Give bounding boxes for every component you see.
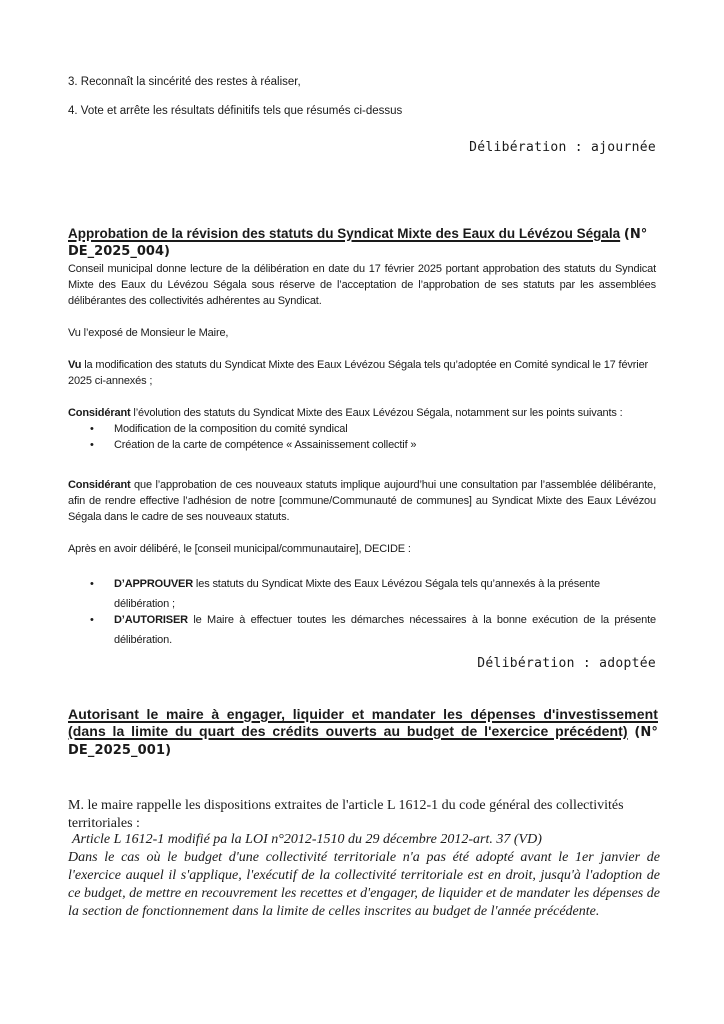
article-text: Dans le cas où le budget d'une collectivité territoriale n'a pas été adopté avant le 1er janvier de l'exercice auquel il s'applique, l'exécutif de la collectivité territoriale est en droit, jusqu'à l'adoption de ce budget, de mettre en recouvrement les recettes et d'engager, de liquider et de mandater les dépenses de la section de fonctionnement dans la limite de celles inscrites au budget de l'année précédente. [68,850,660,919]
considerant-2 [68,477,656,525]
considerant-2-label: Considérant [68,479,131,491]
considerant-bullets [90,421,416,453]
section-1-title: Approbation de la révision des statuts du Syndicat Mixte des Eaux du Lévézou Ségala [68,226,621,241]
considerant-1 [68,405,656,421]
decision-2-label: D’AUTORISER [114,614,188,626]
section-1-heading [68,226,658,260]
item-3: 3. Reconnaît la sincérité des restes à réaliser, [68,76,301,88]
decision-2-text: le Maire à effectuer toutes les démarches nécessaires à la bonne exécution de la présente délibération. [114,614,656,646]
vu-paragraph [68,357,656,389]
article-intro: M. le maire rappelle les dispositions extraites de l'article L 1612-1 du code général des collectivités territoriales : [68,798,624,831]
status-adoptee: Délibération : adoptée [477,656,656,671]
decision-1-label: D’APPROUVER [114,578,194,590]
article-reference: Article L 1612-1 modifié pa la LOI n°2012-1510 du 29 décembre 2012-art. 37 (VD) [72,832,542,847]
considerant-1-label: Considérant [68,407,131,419]
list-item: • Création de la carte de compétence « Assainissement collectif » [90,437,416,453]
item-4: 4. Vote et arrête les résultats définitifs tels que résumés ci-dessus [68,105,403,117]
decision-1-text: les statuts du Syndicat Mixte des Eaux Lévézou Ségala tels qu’annexés à la présente délibération ; [114,578,600,610]
vu-text: la modification des statuts du Syndicat Mixte des Eaux Lévézou Ségala tels qu’adoptée en Comité syndical le 17 février 2025 ci-annexés ; [68,359,649,387]
section-2-title: Autorisant le maire à engager, liquider et mandater les dépenses d'investissement (dans la limite du quart des crédits ouverts au budget de l'exercice précédent) [68,706,658,739]
apres-deliberation: Après en avoir délibéré, le [conseil municipal/communautaire], DECIDE : [68,543,411,555]
section-1-intro: Conseil municipal donne lecture de la délibération en date du 17 février 2025 portant approbation des statuts du Syndicat Mixte des Eaux du Lévézou Ségala sous réserve de l’acceptation de l’approbation de ses statuts par les assemblées délibérantes des collectivités adhérentes au Syndicat. [68,263,656,307]
vu-label: Vu [68,359,82,371]
vu-expose: Vu l’exposé de Monsieur le Maire, [68,327,229,339]
list-item: • Modification de la composition du comité syndical [90,421,416,437]
section-2-heading [68,706,658,759]
section-2-code: (N° DE_2025_001) [68,725,658,758]
status-ajournee: Délibération : ajournée [469,140,656,155]
section-1-code: (N° DE_2025_004) [68,227,648,259]
decision-approuver: • D’APPROUVER les statuts du Syndicat Mixte des Eaux Lévézou Ségala tels qu’annexés à la présente délibération ; [90,578,600,610]
considerant-2-text: que l’approbation de ces nouveaux statuts implique aujourd’hui une consultation par l’assemblée délibérante, afin de rendre effective l’adhésion de notre [commune/Communauté de communes] au Syndicat Mixte des Eaux Lévézou Ségala dans le cadre de ses nouveaux statuts. [68,479,656,523]
considerant-1-text: l’évolution des statuts du Syndicat Mixte des Eaux Lévézou Ségala, notamment sur les points suivants : [130,407,623,419]
article-block [68,831,660,921]
decision-autoriser: • D’AUTORISER le Maire à effectuer toutes les démarches nécessaires à la bonne exécution de la présente délibération. [90,614,656,646]
